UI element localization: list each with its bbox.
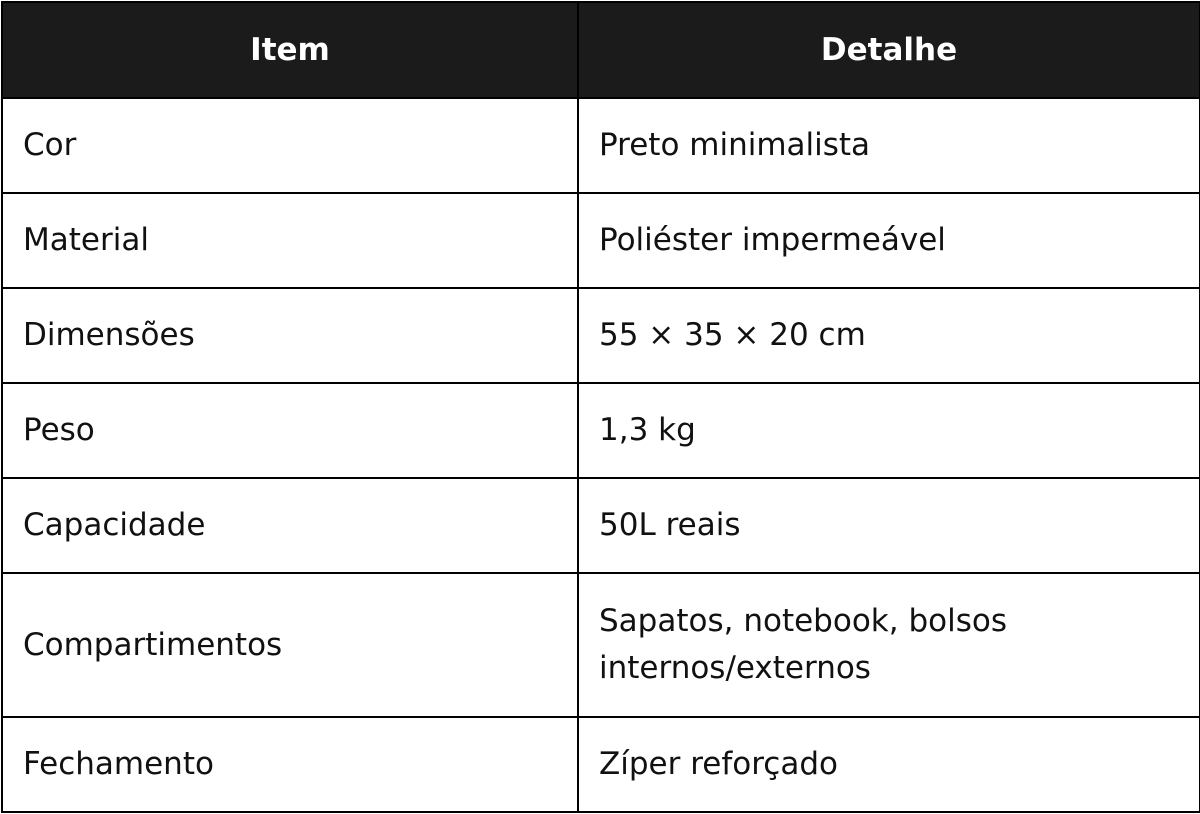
table-row <box>2 717 1200 812</box>
table-row <box>2 98 1200 193</box>
row-detail: Zíper reforçado <box>578 717 1200 812</box>
table-row <box>2 478 1200 573</box>
header-detail: Detalhe <box>578 2 1200 98</box>
row-item: Cor <box>2 98 578 193</box>
header-item: Item <box>2 2 578 98</box>
row-detail: Poliéster impermeável <box>578 193 1200 288</box>
header-row <box>2 2 1200 98</box>
row-detail: 50L reais <box>578 478 1200 573</box>
table-body <box>2 98 1200 812</box>
table-row <box>2 288 1200 383</box>
row-item: Dimensões <box>2 288 578 383</box>
table-row <box>2 193 1200 288</box>
row-detail: Preto minimalista <box>578 98 1200 193</box>
table-row <box>2 573 1200 717</box>
row-item: Fechamento <box>2 717 578 812</box>
row-detail: 1,3 kg <box>578 383 1200 478</box>
row-detail: 55 × 35 × 20 cm <box>578 288 1200 383</box>
row-detail: Sapatos, notebook, bolsos internos/externos <box>578 573 1200 717</box>
row-item: Capacidade <box>2 478 578 573</box>
row-item: Peso <box>2 383 578 478</box>
row-item: Material <box>2 193 578 288</box>
table-row <box>2 383 1200 478</box>
table-header <box>2 2 1200 98</box>
spec-table <box>1 1 1200 813</box>
row-item: Compartimentos <box>2 573 578 717</box>
